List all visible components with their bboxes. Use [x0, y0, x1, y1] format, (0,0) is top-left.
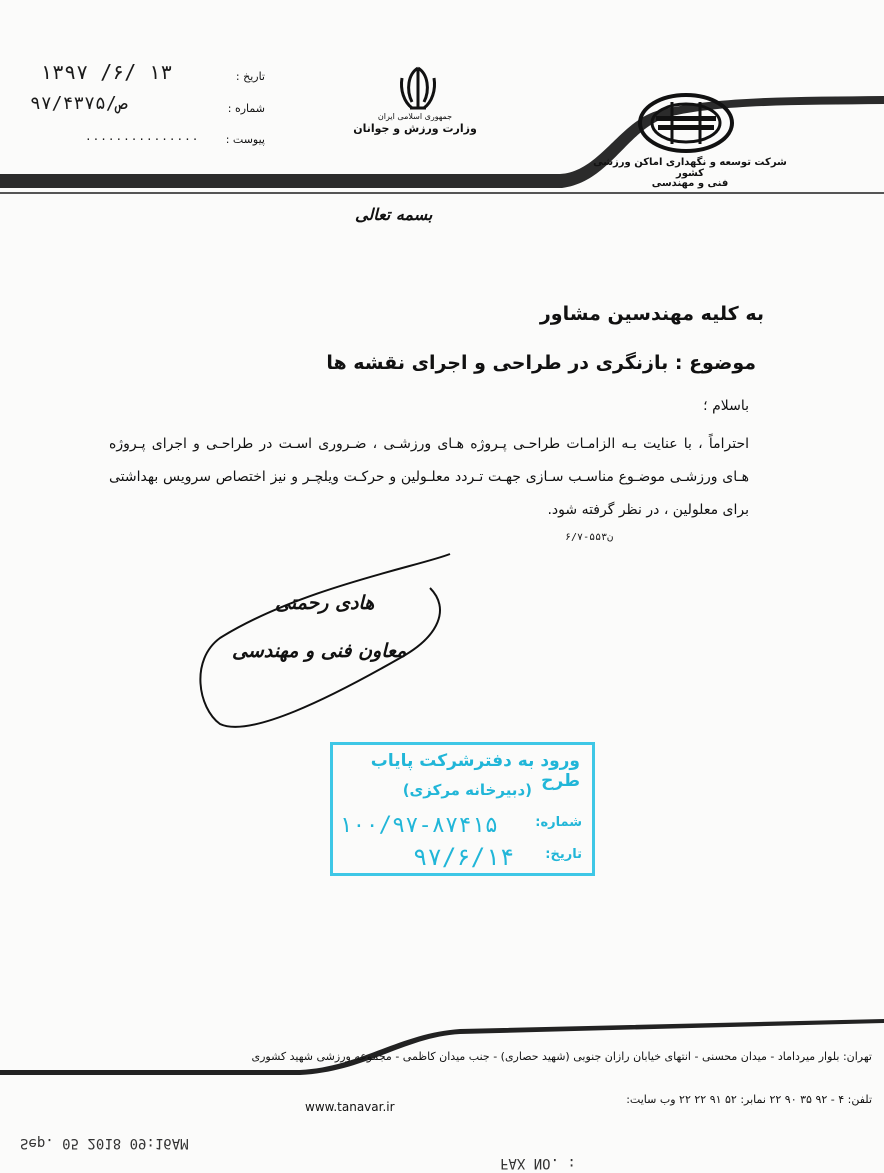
gov-label: جمهوری اسلامی ایران	[377, 112, 453, 121]
stamp-date-label: تاریخ:	[545, 847, 582, 862]
reference-code: ن۵۵۳-۶/۷	[565, 532, 614, 543]
footer-band	[0, 1015, 884, 1075]
attachment-label: پیوست :	[225, 133, 265, 146]
stamp-number-label: شماره:	[535, 815, 582, 830]
stamp-title: ورود به دفترشرکت پایاب طرح	[370, 751, 580, 791]
footer-website: www.tanavar.ir	[305, 1100, 395, 1114]
footer-address: تهران: بلوار میرداماد - میدان محسنی - انتهای خیابان رازان جنوبی (شهید حصاری) - جنب میدان کاظمی - مجموعه ورزشی شهید کشوری	[251, 1050, 872, 1063]
stamp-subtitle: (دبیرخانه مرکزی)	[402, 781, 532, 799]
date-value: ۱۳۹۷ /۶/ ۱۳	[40, 60, 173, 84]
recipient-line: به کلیه مهندسین مشاور	[539, 303, 764, 325]
fax-number: FAX NO. :	[500, 1155, 576, 1171]
basmala: بسمه تعالی	[355, 205, 433, 224]
ministry-name: وزارت ورزش و جوانان	[353, 122, 477, 135]
fax-timestamp: Sep. 05 2018 09:16AM	[20, 1135, 189, 1151]
number-value: ۹۷/۴۳۷۵/ص	[30, 93, 128, 114]
company-name: شرکت توسعه و نگهداری اماکن ورزشی کشور	[593, 157, 787, 179]
number-label: شماره :	[227, 102, 265, 115]
footer-phone: تلفن: ۴ - ۹۲ ۳۵ ۹۰ ۲۲ نمابر: ۵۲ ۹۱ ۲۲ ۲۲ وب سایت:	[626, 1093, 872, 1106]
company-logo-icon	[636, 92, 736, 154]
signer-name: هادی رحمتی	[275, 592, 375, 614]
company-dept: فنی و مهندسی	[651, 178, 729, 189]
receipt-stamp	[330, 742, 595, 876]
stamp-number-value: ۱۰۰/۹۷-۸۷۴۱۵	[339, 813, 498, 838]
letter-body: احتراماً ، با عنایت بـه الزامـات طراحـی پـروژه هـای ورزشـی ، ضـروری اسـت در طراحـی و اجرای پـروژه هـای ورزشـی موضـوع مناسـب سـازی جهـت تـردد معلـولین و حرکـت ویلچـر و نیز اختصاص سرویس بهداشتی برای معلولین ، در نظر گرفته شود.	[109, 436, 749, 518]
date-label: تاریخ :	[235, 70, 265, 83]
subject-line: موضوع : بازنگری در طراحی و اجرای نقشه ها	[326, 352, 756, 374]
stamp-date-value: ۹۷/۶/۱۴	[413, 843, 515, 871]
attachment-value: ...............	[85, 130, 200, 143]
iran-emblem-icon	[398, 64, 438, 114]
signer-title: معاون فنی و مهندسی	[232, 640, 407, 662]
greeting: باسلام ؛	[703, 398, 749, 414]
